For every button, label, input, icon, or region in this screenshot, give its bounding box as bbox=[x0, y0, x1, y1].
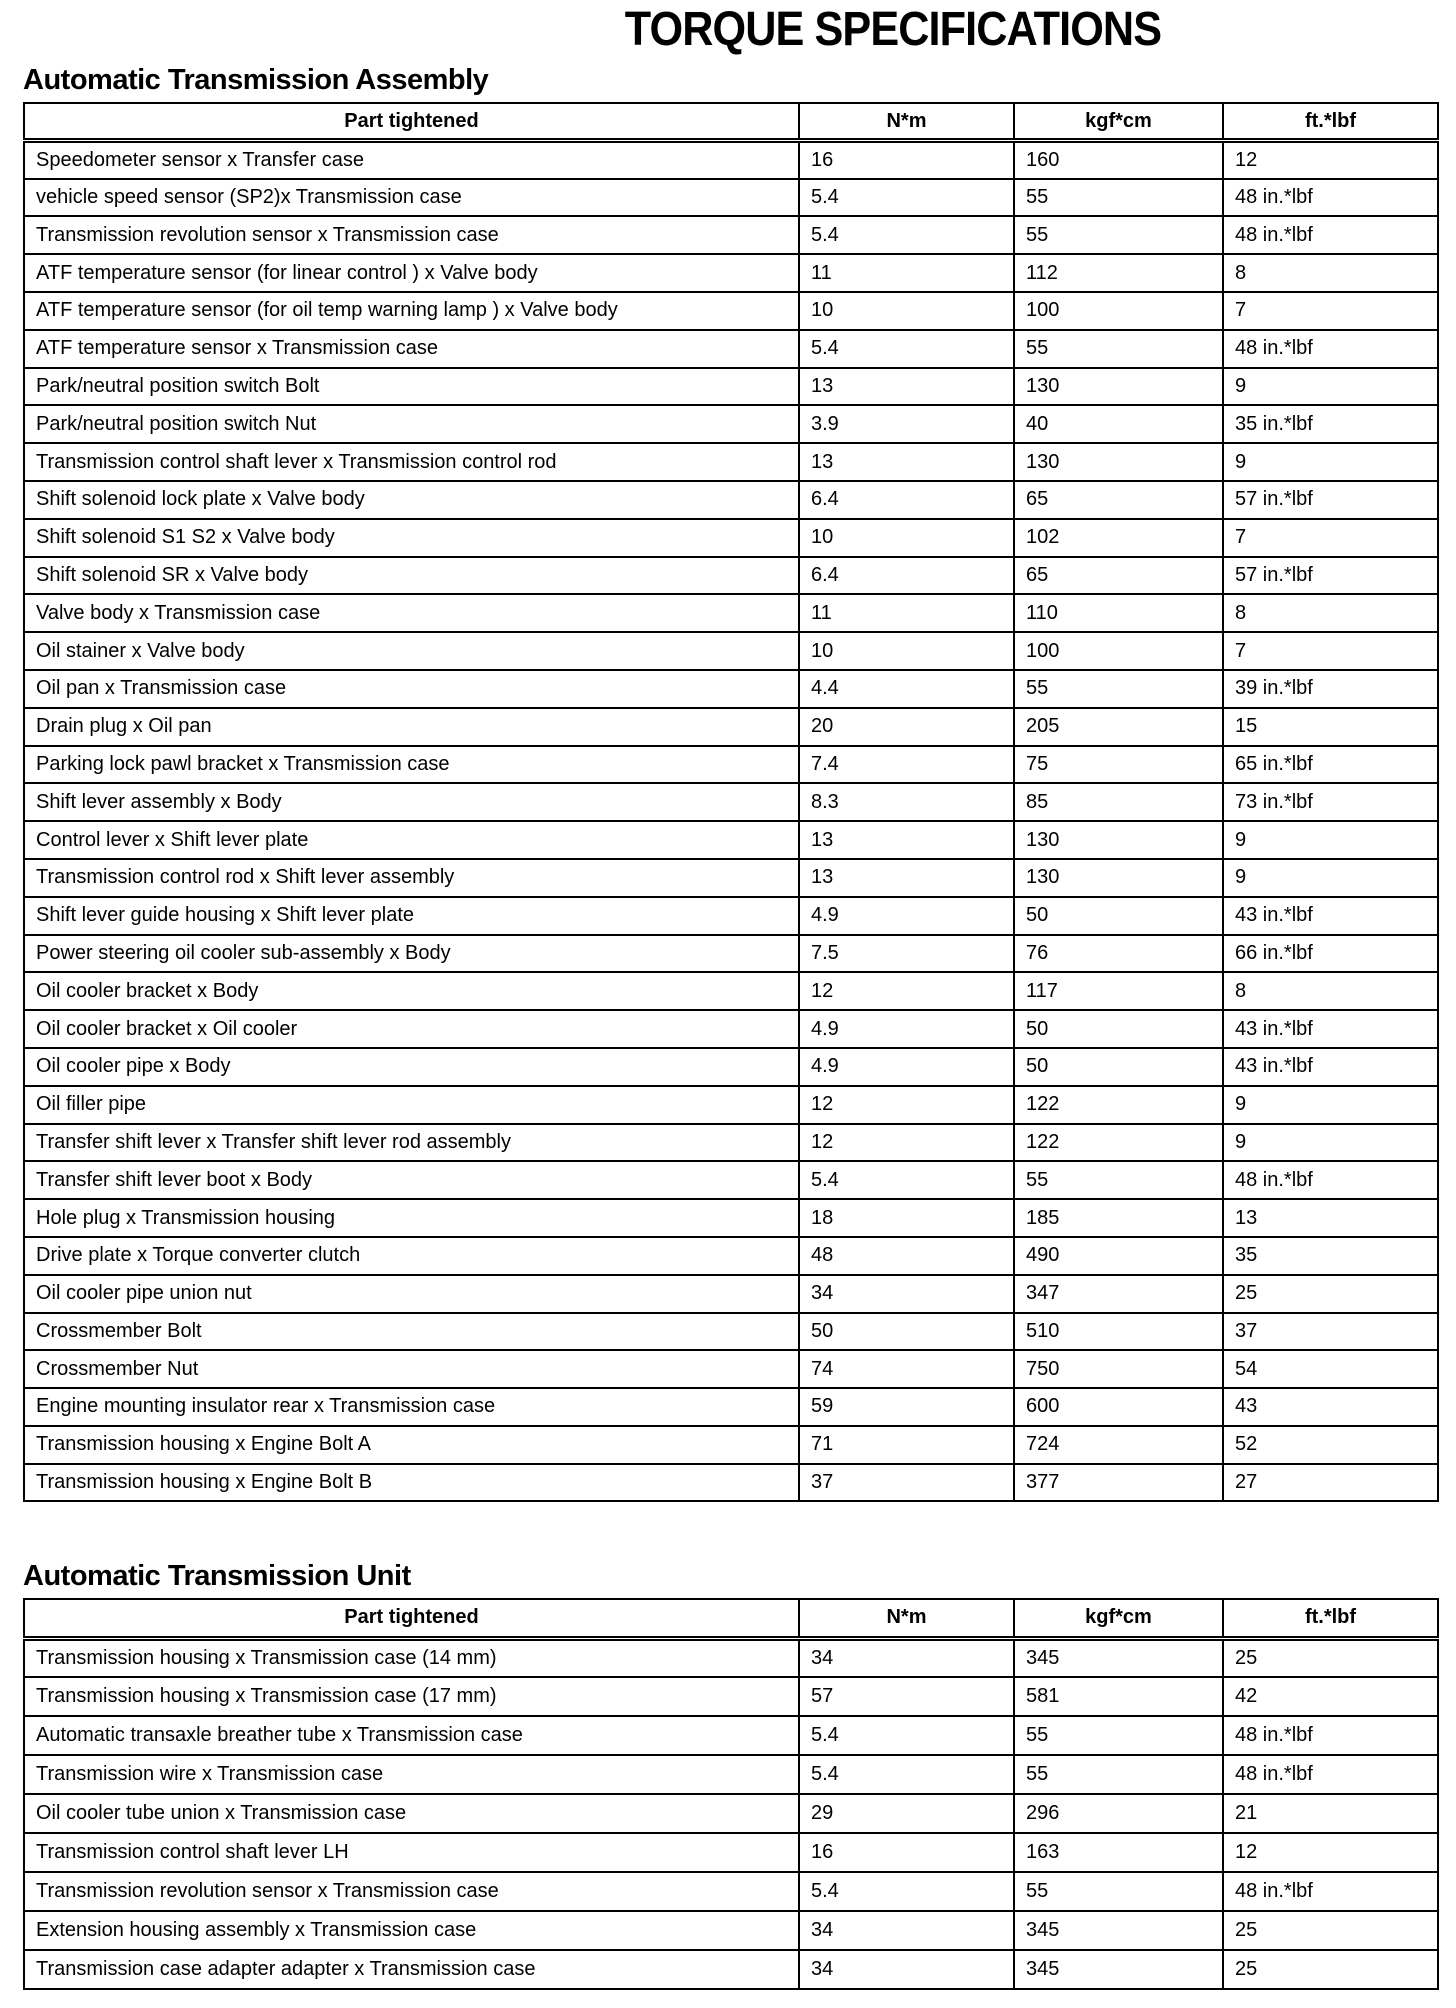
nm-cell: 10 bbox=[799, 519, 1014, 557]
table-row bbox=[24, 1048, 1438, 1086]
kgfcm-cell: 55 bbox=[1014, 216, 1223, 254]
part-cell: Transmission housing x Transmission case (14 mm) bbox=[24, 1638, 799, 1677]
nm-cell: 5.4 bbox=[799, 216, 1014, 254]
nm-cell: 3.9 bbox=[799, 405, 1014, 443]
kgfcm-cell: 185 bbox=[1014, 1199, 1223, 1237]
kgfcm-cell: 117 bbox=[1014, 972, 1223, 1010]
nm-cell: 16 bbox=[799, 1833, 1014, 1872]
nm-cell: 12 bbox=[799, 1124, 1014, 1162]
table-row bbox=[24, 746, 1438, 784]
table-row bbox=[24, 1950, 1438, 1989]
part-cell: Oil cooler pipe x Body bbox=[24, 1048, 799, 1086]
part-cell: Oil cooler tube union x Transmission case bbox=[24, 1794, 799, 1833]
ftlbf-cell: 57 in.*lbf bbox=[1223, 557, 1438, 595]
ftlbf-cell: 12 bbox=[1223, 141, 1438, 179]
nm-cell: 13 bbox=[799, 368, 1014, 406]
kgfcm-cell: 345 bbox=[1014, 1911, 1223, 1950]
ftlbf-cell: 12 bbox=[1223, 1833, 1438, 1872]
part-cell: ATF temperature sensor (for linear control ) x Valve body bbox=[24, 254, 799, 292]
ftlbf-cell: 25 bbox=[1223, 1275, 1438, 1313]
table-row bbox=[24, 972, 1438, 1010]
table-header-row bbox=[24, 1599, 1438, 1638]
column-header-nm: N*m bbox=[799, 1599, 1014, 1638]
part-cell: Power steering oil cooler sub-assembly x Body bbox=[24, 935, 799, 973]
part-cell: Crossmember Nut bbox=[24, 1350, 799, 1388]
nm-cell: 29 bbox=[799, 1794, 1014, 1833]
table-row bbox=[24, 783, 1438, 821]
kgfcm-cell: 750 bbox=[1014, 1350, 1223, 1388]
table-row bbox=[24, 292, 1438, 330]
ftlbf-cell: 48 in.*lbf bbox=[1223, 1755, 1438, 1794]
table-row bbox=[24, 708, 1438, 746]
part-cell: Shift lever guide housing x Shift lever plate bbox=[24, 897, 799, 935]
part-cell: Shift lever assembly x Body bbox=[24, 783, 799, 821]
kgfcm-cell: 510 bbox=[1014, 1313, 1223, 1351]
table-row bbox=[24, 1124, 1438, 1162]
ftlbf-cell: 42 bbox=[1223, 1677, 1438, 1716]
table-row bbox=[24, 897, 1438, 935]
nm-cell: 16 bbox=[799, 141, 1014, 179]
ftlbf-cell: 57 in.*lbf bbox=[1223, 481, 1438, 519]
kgfcm-cell: 296 bbox=[1014, 1794, 1223, 1833]
table-row bbox=[24, 216, 1438, 254]
table-row bbox=[24, 481, 1438, 519]
table-row bbox=[24, 594, 1438, 632]
torque-table-unit bbox=[23, 1598, 1439, 1990]
part-cell: Transmission case adapter adapter x Transmission case bbox=[24, 1950, 799, 1989]
nm-cell: 34 bbox=[799, 1911, 1014, 1950]
kgfcm-cell: 724 bbox=[1014, 1426, 1223, 1464]
table-row bbox=[24, 821, 1438, 859]
part-cell: Crossmember Bolt bbox=[24, 1313, 799, 1351]
table-row bbox=[24, 670, 1438, 708]
table-row bbox=[24, 1350, 1438, 1388]
nm-cell: 4.9 bbox=[799, 1048, 1014, 1086]
part-cell: Shift solenoid lock plate x Valve body bbox=[24, 481, 799, 519]
nm-cell: 4.4 bbox=[799, 670, 1014, 708]
kgfcm-cell: 130 bbox=[1014, 859, 1223, 897]
kgfcm-cell: 130 bbox=[1014, 821, 1223, 859]
nm-cell: 6.4 bbox=[799, 481, 1014, 519]
column-header-part: Part tightened bbox=[24, 103, 799, 141]
kgfcm-cell: 50 bbox=[1014, 1010, 1223, 1048]
nm-cell: 5.4 bbox=[799, 330, 1014, 368]
table-header-row bbox=[24, 103, 1438, 141]
kgfcm-cell: 345 bbox=[1014, 1638, 1223, 1677]
kgfcm-cell: 377 bbox=[1014, 1464, 1223, 1502]
part-cell: Valve body x Transmission case bbox=[24, 594, 799, 632]
ftlbf-cell: 25 bbox=[1223, 1638, 1438, 1677]
nm-cell: 12 bbox=[799, 972, 1014, 1010]
ftlbf-cell: 27 bbox=[1223, 1464, 1438, 1502]
ftlbf-cell: 43 in.*lbf bbox=[1223, 1010, 1438, 1048]
kgfcm-cell: 55 bbox=[1014, 1872, 1223, 1911]
ftlbf-cell: 21 bbox=[1223, 1794, 1438, 1833]
column-header-part: Part tightened bbox=[24, 1599, 799, 1638]
part-cell: Oil cooler bracket x Body bbox=[24, 972, 799, 1010]
table-row bbox=[24, 1638, 1438, 1677]
nm-cell: 6.4 bbox=[799, 557, 1014, 595]
kgfcm-cell: 130 bbox=[1014, 443, 1223, 481]
column-header-ftlbf: ft.*lbf bbox=[1223, 103, 1438, 141]
table-row bbox=[24, 1464, 1438, 1502]
part-cell: Speedometer sensor x Transfer case bbox=[24, 141, 799, 179]
ftlbf-cell: 25 bbox=[1223, 1911, 1438, 1950]
ftlbf-cell: 15 bbox=[1223, 708, 1438, 746]
nm-cell: 50 bbox=[799, 1313, 1014, 1351]
part-cell: Transmission housing x Engine Bolt A bbox=[24, 1426, 799, 1464]
table-row bbox=[24, 1911, 1438, 1950]
nm-cell: 13 bbox=[799, 859, 1014, 897]
kgfcm-cell: 347 bbox=[1014, 1275, 1223, 1313]
kgfcm-cell: 85 bbox=[1014, 783, 1223, 821]
part-cell: ATF temperature sensor (for oil temp warning lamp ) x Valve body bbox=[24, 292, 799, 330]
kgfcm-cell: 130 bbox=[1014, 368, 1223, 406]
kgfcm-cell: 205 bbox=[1014, 708, 1223, 746]
page-title bbox=[0, 2, 1456, 57]
part-cell: Transmission housing x Engine Bolt B bbox=[24, 1464, 799, 1502]
page-title-text: TORQUE SPECIFICATIONS bbox=[624, 3, 1162, 56]
table-row bbox=[24, 368, 1438, 406]
kgfcm-cell: 75 bbox=[1014, 746, 1223, 784]
table-row bbox=[24, 1677, 1438, 1716]
column-header-ftlbf: ft.*lbf bbox=[1223, 1599, 1438, 1638]
part-cell: Transmission control shaft lever x Transmission control rod bbox=[24, 443, 799, 481]
table-row bbox=[24, 254, 1438, 292]
ftlbf-cell: 9 bbox=[1223, 1086, 1438, 1124]
table-row bbox=[24, 141, 1438, 179]
kgfcm-cell: 581 bbox=[1014, 1677, 1223, 1716]
table-row bbox=[24, 330, 1438, 368]
kgfcm-cell: 102 bbox=[1014, 519, 1223, 557]
table-row bbox=[24, 1716, 1438, 1755]
nm-cell: 34 bbox=[799, 1950, 1014, 1989]
part-cell: Transmission wire x Transmission case bbox=[24, 1755, 799, 1794]
ftlbf-cell: 35 bbox=[1223, 1237, 1438, 1275]
ftlbf-cell: 9 bbox=[1223, 443, 1438, 481]
column-header-kgfcm: kgf*cm bbox=[1014, 103, 1223, 141]
kgfcm-cell: 55 bbox=[1014, 670, 1223, 708]
nm-cell: 5.4 bbox=[799, 1716, 1014, 1755]
ftlbf-cell: 8 bbox=[1223, 594, 1438, 632]
table-row bbox=[24, 179, 1438, 217]
nm-cell: 13 bbox=[799, 443, 1014, 481]
kgfcm-cell: 490 bbox=[1014, 1237, 1223, 1275]
ftlbf-cell: 48 in.*lbf bbox=[1223, 1716, 1438, 1755]
part-cell: Transmission control shaft lever LH bbox=[24, 1833, 799, 1872]
ftlbf-cell: 66 in.*lbf bbox=[1223, 935, 1438, 973]
ftlbf-cell: 8 bbox=[1223, 972, 1438, 1010]
kgfcm-cell: 76 bbox=[1014, 935, 1223, 973]
kgfcm-cell: 100 bbox=[1014, 292, 1223, 330]
nm-cell: 20 bbox=[799, 708, 1014, 746]
table-row bbox=[24, 1086, 1438, 1124]
kgfcm-cell: 100 bbox=[1014, 632, 1223, 670]
part-cell: Drain plug x Oil pan bbox=[24, 708, 799, 746]
ftlbf-cell: 7 bbox=[1223, 519, 1438, 557]
table-row bbox=[24, 557, 1438, 595]
ftlbf-cell: 52 bbox=[1223, 1426, 1438, 1464]
table-row bbox=[24, 1010, 1438, 1048]
part-cell: vehicle speed sensor (SP2)x Transmission case bbox=[24, 179, 799, 217]
kgfcm-cell: 112 bbox=[1014, 254, 1223, 292]
nm-cell: 18 bbox=[799, 1199, 1014, 1237]
part-cell: Transmission revolution sensor x Transmission case bbox=[24, 216, 799, 254]
part-cell: Drive plate x Torque converter clutch bbox=[24, 1237, 799, 1275]
kgfcm-cell: 55 bbox=[1014, 1716, 1223, 1755]
column-header-kgfcm: kgf*cm bbox=[1014, 1599, 1223, 1638]
nm-cell: 34 bbox=[799, 1638, 1014, 1677]
table-row bbox=[24, 519, 1438, 557]
ftlbf-cell: 7 bbox=[1223, 292, 1438, 330]
kgfcm-cell: 345 bbox=[1014, 1950, 1223, 1989]
nm-cell: 34 bbox=[799, 1275, 1014, 1313]
ftlbf-cell: 48 in.*lbf bbox=[1223, 330, 1438, 368]
ftlbf-cell: 73 in.*lbf bbox=[1223, 783, 1438, 821]
nm-cell: 59 bbox=[799, 1388, 1014, 1426]
table-row bbox=[24, 443, 1438, 481]
table-row bbox=[24, 1199, 1438, 1237]
ftlbf-cell: 65 in.*lbf bbox=[1223, 746, 1438, 784]
torque-table-assembly bbox=[23, 102, 1439, 1502]
kgfcm-cell: 122 bbox=[1014, 1124, 1223, 1162]
table-row bbox=[24, 632, 1438, 670]
part-cell: Control lever x Shift lever plate bbox=[24, 821, 799, 859]
nm-cell: 7.5 bbox=[799, 935, 1014, 973]
nm-cell: 11 bbox=[799, 594, 1014, 632]
table-row bbox=[24, 1313, 1438, 1351]
kgfcm-cell: 55 bbox=[1014, 1755, 1223, 1794]
part-cell: Transfer shift lever x Transfer shift lever rod assembly bbox=[24, 1124, 799, 1162]
table-row bbox=[24, 1161, 1438, 1199]
ftlbf-cell: 48 in.*lbf bbox=[1223, 1872, 1438, 1911]
kgfcm-cell: 50 bbox=[1014, 1048, 1223, 1086]
ftlbf-cell: 13 bbox=[1223, 1199, 1438, 1237]
part-cell: Parking lock pawl bracket x Transmission case bbox=[24, 746, 799, 784]
table-row bbox=[24, 1794, 1438, 1833]
ftlbf-cell: 48 in.*lbf bbox=[1223, 179, 1438, 217]
part-cell: Shift solenoid SR x Valve body bbox=[24, 557, 799, 595]
kgfcm-cell: 65 bbox=[1014, 481, 1223, 519]
ftlbf-cell: 8 bbox=[1223, 254, 1438, 292]
table-row bbox=[24, 1833, 1438, 1872]
ftlbf-cell: 25 bbox=[1223, 1950, 1438, 1989]
kgfcm-cell: 55 bbox=[1014, 330, 1223, 368]
ftlbf-cell: 43 bbox=[1223, 1388, 1438, 1426]
ftlbf-cell: 37 bbox=[1223, 1313, 1438, 1351]
ftlbf-cell: 9 bbox=[1223, 1124, 1438, 1162]
ftlbf-cell: 9 bbox=[1223, 368, 1438, 406]
nm-cell: 4.9 bbox=[799, 897, 1014, 935]
kgfcm-cell: 110 bbox=[1014, 594, 1223, 632]
column-header-nm: N*m bbox=[799, 103, 1014, 141]
nm-cell: 74 bbox=[799, 1350, 1014, 1388]
part-cell: Park/neutral position switch Bolt bbox=[24, 368, 799, 406]
ftlbf-cell: 9 bbox=[1223, 859, 1438, 897]
nm-cell: 37 bbox=[799, 1464, 1014, 1502]
kgfcm-cell: 600 bbox=[1014, 1388, 1223, 1426]
nm-cell: 13 bbox=[799, 821, 1014, 859]
ftlbf-cell: 39 in.*lbf bbox=[1223, 670, 1438, 708]
nm-cell: 11 bbox=[799, 254, 1014, 292]
kgfcm-cell: 163 bbox=[1014, 1833, 1223, 1872]
part-cell: Oil stainer x Valve body bbox=[24, 632, 799, 670]
part-cell: Oil cooler bracket x Oil cooler bbox=[24, 1010, 799, 1048]
section-heading-assembly: Automatic Transmission Assembly bbox=[23, 64, 489, 96]
nm-cell: 10 bbox=[799, 292, 1014, 330]
nm-cell: 48 bbox=[799, 1237, 1014, 1275]
nm-cell: 4.9 bbox=[799, 1010, 1014, 1048]
nm-cell: 5.4 bbox=[799, 179, 1014, 217]
part-cell: Oil cooler pipe union nut bbox=[24, 1275, 799, 1313]
kgfcm-cell: 55 bbox=[1014, 1161, 1223, 1199]
ftlbf-cell: 35 in.*lbf bbox=[1223, 405, 1438, 443]
table-row bbox=[24, 1426, 1438, 1464]
kgfcm-cell: 160 bbox=[1014, 141, 1223, 179]
part-cell: ATF temperature sensor x Transmission case bbox=[24, 330, 799, 368]
kgfcm-cell: 55 bbox=[1014, 179, 1223, 217]
part-cell: Transfer shift lever boot x Body bbox=[24, 1161, 799, 1199]
part-cell: Automatic transaxle breather tube x Transmission case bbox=[24, 1716, 799, 1755]
nm-cell: 5.4 bbox=[799, 1161, 1014, 1199]
kgfcm-cell: 50 bbox=[1014, 897, 1223, 935]
nm-cell: 8.3 bbox=[799, 783, 1014, 821]
nm-cell: 71 bbox=[799, 1426, 1014, 1464]
table-row bbox=[24, 859, 1438, 897]
kgfcm-cell: 65 bbox=[1014, 557, 1223, 595]
part-cell: Transmission control rod x Shift lever assembly bbox=[24, 859, 799, 897]
table-row bbox=[24, 1275, 1438, 1313]
part-cell: Transmission housing x Transmission case (17 mm) bbox=[24, 1677, 799, 1716]
part-cell: Extension housing assembly x Transmission case bbox=[24, 1911, 799, 1950]
part-cell: Transmission revolution sensor x Transmission case bbox=[24, 1872, 799, 1911]
kgfcm-cell: 122 bbox=[1014, 1086, 1223, 1124]
ftlbf-cell: 9 bbox=[1223, 821, 1438, 859]
ftlbf-cell: 48 in.*lbf bbox=[1223, 1161, 1438, 1199]
table-row bbox=[24, 1388, 1438, 1426]
ftlbf-cell: 43 in.*lbf bbox=[1223, 1048, 1438, 1086]
table-row bbox=[24, 1237, 1438, 1275]
table-row bbox=[24, 1872, 1438, 1911]
section-heading-unit: Automatic Transmission Unit bbox=[23, 1560, 411, 1592]
part-cell: Engine mounting insulator rear x Transmission case bbox=[24, 1388, 799, 1426]
part-cell: Shift solenoid S1 S2 x Valve body bbox=[24, 519, 799, 557]
nm-cell: 57 bbox=[799, 1677, 1014, 1716]
nm-cell: 12 bbox=[799, 1086, 1014, 1124]
ftlbf-cell: 43 in.*lbf bbox=[1223, 897, 1438, 935]
ftlbf-cell: 54 bbox=[1223, 1350, 1438, 1388]
kgfcm-cell: 40 bbox=[1014, 405, 1223, 443]
part-cell: Oil pan x Transmission case bbox=[24, 670, 799, 708]
ftlbf-cell: 7 bbox=[1223, 632, 1438, 670]
nm-cell: 5.4 bbox=[799, 1872, 1014, 1911]
part-cell: Hole plug x Transmission housing bbox=[24, 1199, 799, 1237]
table-row bbox=[24, 1755, 1438, 1794]
part-cell: Park/neutral position switch Nut bbox=[24, 405, 799, 443]
nm-cell: 7.4 bbox=[799, 746, 1014, 784]
nm-cell: 5.4 bbox=[799, 1755, 1014, 1794]
part-cell: Oil filler pipe bbox=[24, 1086, 799, 1124]
table-row bbox=[24, 405, 1438, 443]
table-row bbox=[24, 935, 1438, 973]
nm-cell: 10 bbox=[799, 632, 1014, 670]
ftlbf-cell: 48 in.*lbf bbox=[1223, 216, 1438, 254]
